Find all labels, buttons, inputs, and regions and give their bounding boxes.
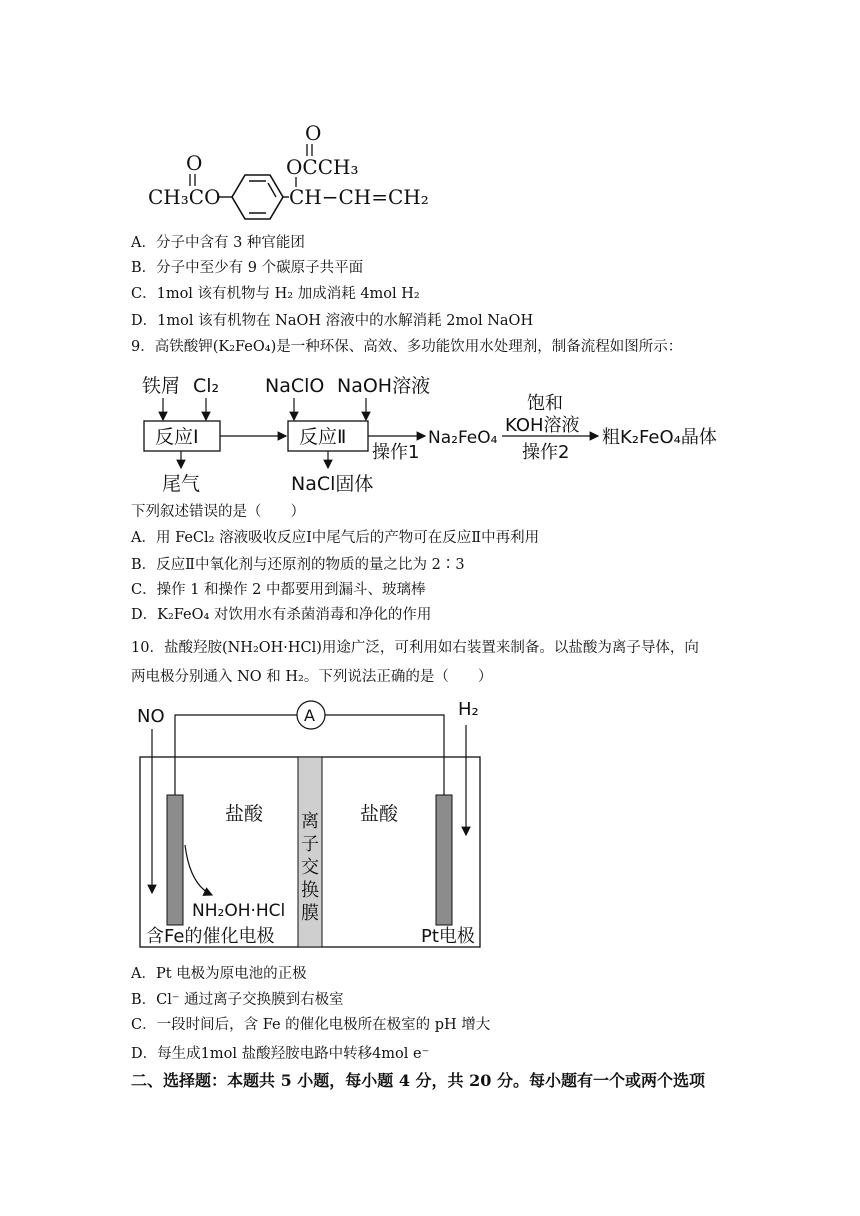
struct-chain: CH−CH=CH₂ [289,185,429,209]
q9-flowchart [0,365,860,505]
cell-gas-no: NO [137,706,165,727]
q10-option-c: C．一段时间后，含 Fe 的催化电极所在极室的 pH 增大 [131,1017,491,1033]
membrane-char-1: 离 [301,811,319,832]
membrane-char-2: 子 [301,834,319,855]
q10-option-b: B．Cl⁻ 通过离子交换膜到右极室 [131,992,344,1008]
flow-op2: 操作2 [522,442,570,463]
cell-product: NH₂OH·HCl [192,901,286,921]
q8-option-c: C．1mol 该有机物与 H₂ 加成消耗 4mol H₂ [131,286,420,302]
membrane-char-5: 膜 [301,903,319,924]
struct-left-group: CH₃CO [148,185,221,209]
q10-cell-diagram [0,695,860,955]
flow-op1: 操作1 [372,442,420,463]
left-solution: 盐酸 [225,803,264,825]
right-electrode-label: Pt电极 [421,926,475,947]
struct-left-o: O [186,151,203,175]
q8-structure-diagram [0,0,860,230]
q8-option-a: A．分子中含有 3 种官能团 [131,235,305,251]
flow-cond-saturated: 饱和 [527,393,563,414]
struct-top-group: OCCH₃ [286,155,359,179]
ammeter-label: A [304,706,315,725]
membrane-char-3: 交 [301,857,319,878]
right-solution: 盐酸 [360,803,399,825]
q8-option-d: D．1mol 该有机物在 NaOH 溶液中的水解消耗 2mol NaOH [131,313,534,329]
q10-option-a: A．Pt 电极为原电池的正极 [131,966,307,982]
product-arrow [185,845,212,895]
q10-stem-line2: 两电极分别通入 NO 和 H₂。下列说法正确的是（ ） [131,669,493,685]
q10-stem-line1: 10．盐酸羟胺(NH₂OH·HCl)用途广泛，可利用如右装置来制备。以盐酸为离子导体，向 [131,640,699,656]
q10-option-d: D．每生成1mol 盐酸羟胺电路中转移4mol e⁻ [131,1046,430,1062]
q9-prompt: 下列叙述错误的是（ ） [131,504,305,520]
q9-option-d: D．K₂FeO₄ 对饮用水有杀菌消毒和净化的作用 [131,607,432,623]
flow-box2-label: 反应Ⅱ [299,426,347,448]
q9-stem: 9．高铁酸钾(K₂FeO₄)是一种环保、高效、多功能饮用水处理剂，制备流程如图所示： [131,339,683,355]
left-electrode [167,795,183,925]
section-2-heading: 二、选择题：本题共 5 小题，每小题 4 分，共 20 分。每小题有一个或两个选项 [131,1071,705,1090]
flow-input-cl2: Cl₂ [193,375,220,397]
flow-out-tailgas: 尾气 [162,473,201,495]
flow-cond-koh: KOH溶液 [505,415,580,436]
struct-top-o: O [305,121,322,145]
flow-product: 粗K₂FeO₄晶体 [602,427,717,448]
cell-gas-h2: H₂ [458,699,479,720]
left-electrode-label: 含Fe的催化电极 [146,926,275,947]
flow-input-naoh: NaOH溶液 [337,375,431,397]
membrane-char-4: 换 [301,880,319,901]
cell-wire [175,715,297,795]
q9-option-c: C．操作 1 和操作 2 中都要用到漏斗、玻璃棒 [131,582,426,598]
q8-option-b: B．分子中至少有 9 个碳原子共平面 [131,260,364,276]
flow-input-naclo: NaClO [265,375,325,397]
flow-box1-label: 反应Ⅰ [155,426,199,448]
flow-out-nacl: NaCl固体 [291,473,374,495]
flow-input-iron: 铁屑 [142,375,181,397]
flow-mid-na2feo4: Na₂FeO₄ [428,428,498,448]
q9-option-a: A．用 FeCl₂ 溶液吸收反应Ⅰ中尾气后的产物可在反应Ⅱ中再利用 [131,530,540,546]
right-electrode [436,795,452,925]
q9-option-b: B．反应Ⅱ中氧化剂与还原剂的物质的量之比为 2∶3 [131,557,465,573]
